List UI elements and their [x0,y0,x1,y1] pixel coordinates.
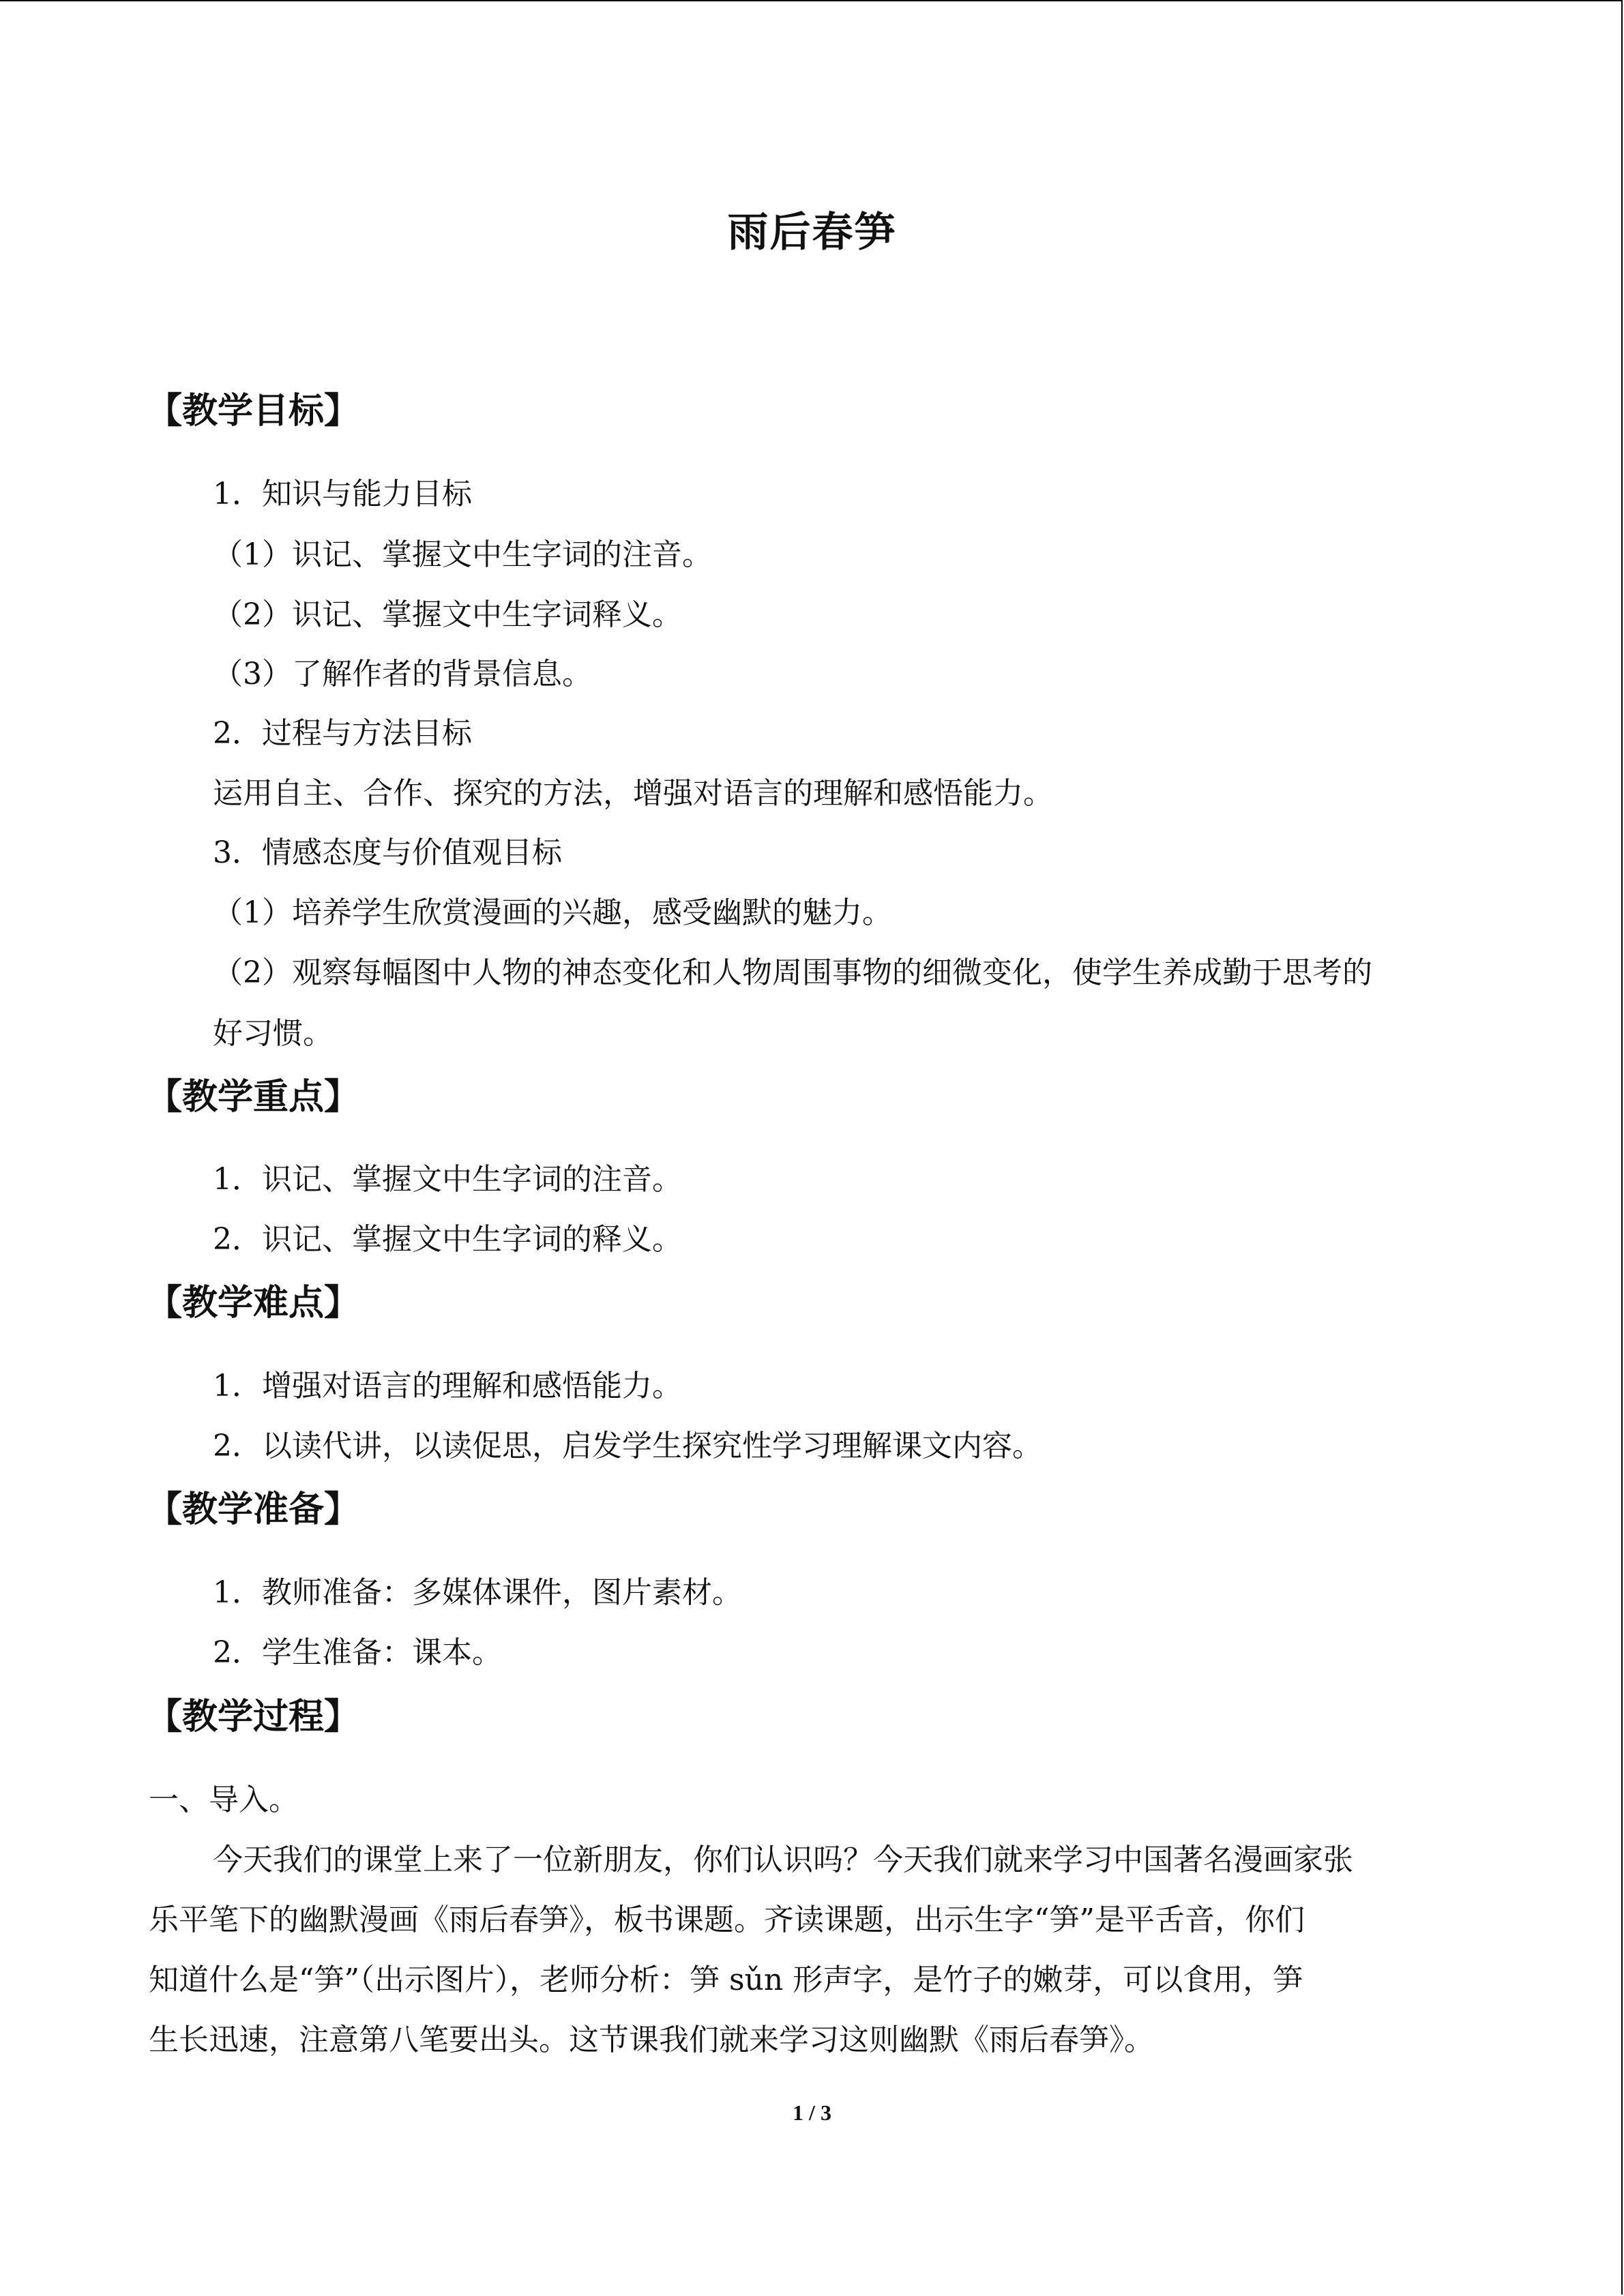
document-title: 雨后春笋 [727,209,897,256]
heading-preparation: 【教学准备】 [147,1489,360,1530]
process-subheading: 一、导入。 [149,1783,299,1817]
objective-line: （1）培养学生欣赏漫画的兴趣，感受幽默的魅力。 [213,895,892,930]
page-number: 1 / 3 [793,2100,831,2125]
objective-line: 2．过程与方法目标 [213,716,472,751]
objective-line: 1．知识与能力目标 [213,477,472,511]
process-paragraph-line: 今天我们的课堂上来了一位新朋友，你们认识吗？今天我们就来学习中国著名漫画家张 [213,1843,1353,1877]
objective-line: 运用自主、合作、探究的方法，增强对语言的理解和感悟能力。 [213,776,1053,811]
heading-teaching-objectives: 【教学目标】 [147,390,360,432]
heading-teaching-process: 【教学过程】 [147,1696,360,1738]
difficulty-line: 2．以读代讲，以读促思，启发学生探究性学习理解课文内容。 [213,1429,1042,1463]
key-point-line: 2．识记、掌握文中生字词的释义。 [213,1222,682,1257]
preparation-line: 1．教师准备：多媒体课件，图片素材。 [213,1575,742,1610]
objective-line: （3）了解作者的背景信息。 [213,657,592,691]
objective-line: （2）观察每幅图中人物的神态变化和人物周围事物的细微变化，使学生养成勤于思考的 [213,955,1372,990]
preparation-line: 2．学生准备：课本。 [213,1635,502,1670]
objective-line: 3．情感态度与价值观目标 [213,835,562,870]
difficulty-line: 1．增强对语言的理解和感悟能力。 [213,1369,682,1403]
process-paragraph-line: 乐平笔下的幽默漫画《雨后春笋》，板书课题。齐读课题，出示生字“笋”是平舌音，你们 [149,1903,1305,1937]
process-paragraph-line: 生长迅速，注意第八笔要出头。这节课我们就来学习这则幽默《雨后春笋》。 [149,2023,1154,2057]
key-point-line: 1．识记、掌握文中生字词的注音。 [213,1162,682,1197]
objective-line: 好习惯。 [213,1016,333,1051]
objective-line: （1）识记、掌握文中生字词的注音。 [213,537,712,572]
process-paragraph-line: 知道什么是“笋”（出示图片），老师分析：笋 sǔn 形声字，是竹子的嫩芽，可以食用，笋 [149,1963,1303,1997]
heading-key-points: 【教学重点】 [147,1076,360,1118]
heading-difficulties: 【教学难点】 [147,1282,360,1324]
objective-line: （2）识记、掌握文中生字词释义。 [213,597,682,632]
